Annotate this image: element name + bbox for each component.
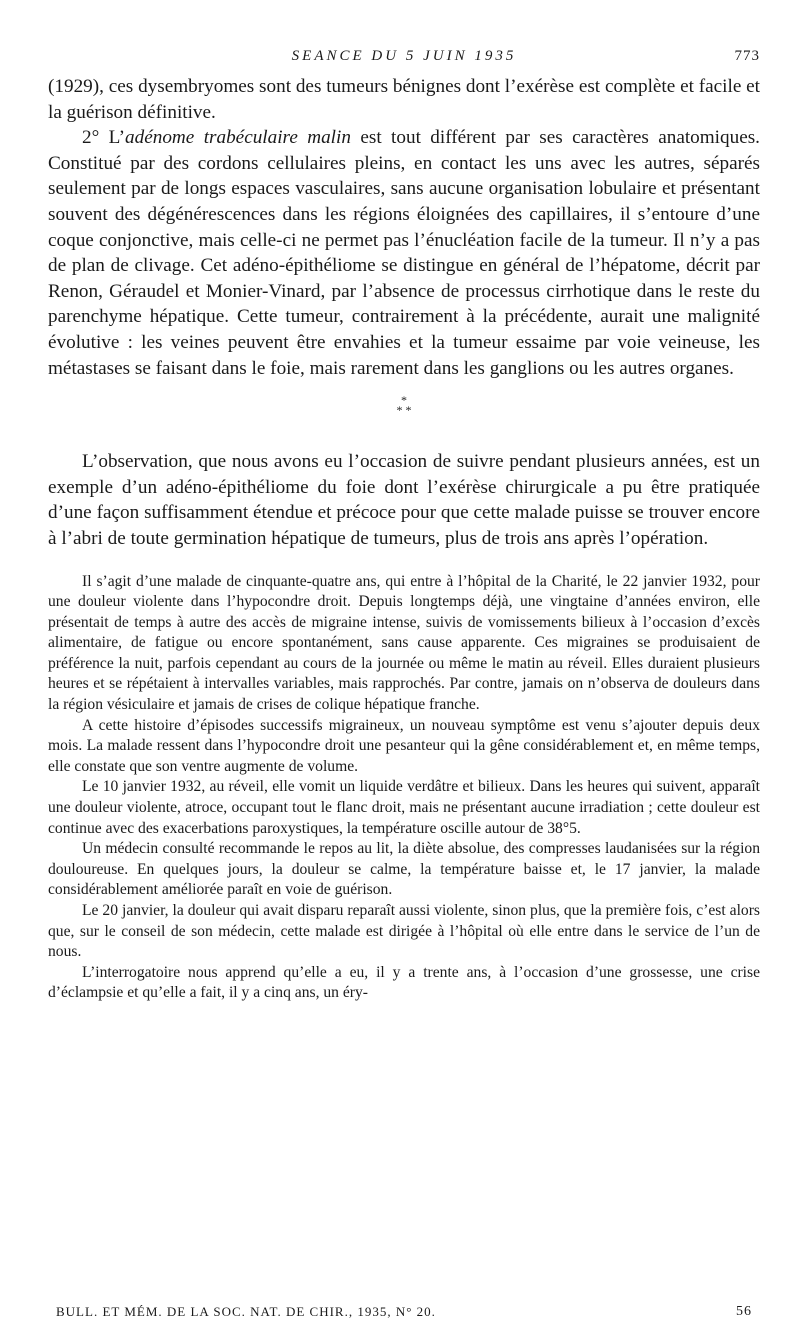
paragraph-adenome	[48, 125, 760, 381]
case-paragraph-3: Le 10 janvier 1932, au réveil, elle vomit un liquide verdâtre et bilieux. Dans les heures qui suivent, apparaît une douleur violente, atroce, occupant tout le flanc droit, mais ne présentant aucune irradiation ; cette douleur est continue avec des exacerbations paroxystiques, la température oscille autour de 38°5.	[48, 778, 760, 837]
document-page	[48, 48, 760, 1004]
header-title: SEANCE DU 5 JUIN 1935	[291, 48, 517, 64]
section-observation-intro	[48, 449, 760, 551]
separator-star-top: *	[401, 393, 407, 408]
journal-citation: BULL. ET MÉM. DE LA SOC. NAT. DE CHIR., 1935, N° 20.	[56, 1304, 436, 1319]
case-paragraph-6: L’interrogatoire nous apprend qu’elle a eu, il y a trente ans, à l’occasion d’une grossesse, une crise d’éclampsie et qu’elle a fait, il y a cinq ans, un éry-	[48, 963, 760, 1002]
separator-stars-bottom: * *	[396, 403, 412, 418]
running-header	[48, 48, 760, 74]
section-case-report	[48, 572, 760, 1004]
list-number: 2°	[82, 127, 109, 149]
case-paragraph-2: A cette histoire d’épisodes successifs migraineux, un nouveau symptôme est venu s’ajouter depuis deux mois. La malade ressent dans l’hypocondre droit une pesanteur qui la gêne considérablement et, en même temps, elle constate que son ventre augmente de volume.	[48, 716, 760, 775]
case-paragraph-5: Le 20 janvier, la douleur qui avait disparu reparaît aussi violente, sinon plus, que la première fois, c’est alors que, sur le conseil de son médecin, cette malade est dirigée à l’hôpital où elle entre dans le service de l’un de nous.	[48, 902, 760, 961]
section-tumor-types	[48, 74, 760, 381]
section-separator	[48, 393, 760, 418]
case-paragraph-4: Un médecin consulté recommande le repos au lit, la diète absolue, des compresses laudanisées sur la région douloureuse. En quelques jours, la douleur se calme, la température baisse et, le 17 janvier, la malade considérablement améliorée paraît en voie de guérison.	[48, 840, 760, 899]
paragraph-observation: L’observation, que nous avons eu l’occasion de suivre pendant plusieurs années, est un exemple d’un adéno-épithéliome du foie dont l’exérèse chirurgicale a pu être pratiquée d’une façon suffisamment étendue et précoce pour que cette malade puisse se trouver encore à l’abri de toute germination hépatique de tumeurs, plus de trois ans après l’opération.	[48, 451, 760, 549]
page-number: 773	[734, 48, 760, 64]
page-footer	[56, 1304, 752, 1320]
case-paragraph-1: Il s’agit d’une malade de cinquante-quatre ans, qui entre à l’hôpital de la Charité, le 22 janvier 1932, pour une douleur violente dans l’hypocondre droit. Depuis longtemps déjà, une vingtaine d’années environ, elle présentait de temps à autre des accès de migraine intense, suivis de vomissements bilieux à l’occasion d’excès alimentaire, de fatigue ou encore spontanément, sans cause apparente. Ces migraines se produisaient de préférence la nuit, parfois cependant au cours de la journée ou même le matin au réveil. Elles duraient plusieurs heures et se répétaient à intervalles variables, mais rapprochés. Par contre, jamais on n’observa de douleurs dans la région vésiculaire et jamais de crises de colique hépatique franche.	[48, 572, 760, 714]
italic-term: adénome trabéculaire malin	[125, 127, 351, 149]
paragraph-text: est tout différent par ses caractères anatomiques. Constitué par des cordons cellulaires pleins, en contact les uns avec les autres, séparés seulement par de longs espaces vasculaires, sans aucune organisation lobulaire et présentant souvent des dégénérescences dans les régions éloignées des capillaires, il s’entoure d’une coque conjonctive, mais celle-ci ne permet pas l’énucléation facile de la tumeur. Il n’y a pas de plan de clivage. Cet adéno-épithéliome se distingue en général de l’hépatome, décrit par Renon, Géraudel et Monier-Vinard, par l’absence de processus cirrhotique dans le reste du parenchyme hépatique. Cette tumeur, contrairement à la précédente, aurait une malignité évolutive : les veines peuvent être envahies et la tumeur essaime par voie veineuse, les métastases se faisant dans le foie, mais rarement dans les ganglions ou les autres organes.	[48, 127, 760, 379]
signature-mark: 56	[736, 1304, 752, 1319]
paragraph-dysembryomes: (1929), ces dysembryomes sont des tumeurs bénignes dont l’exérèse est complète et facile et la guérison définitive.	[48, 76, 760, 123]
article: L’	[108, 127, 126, 149]
